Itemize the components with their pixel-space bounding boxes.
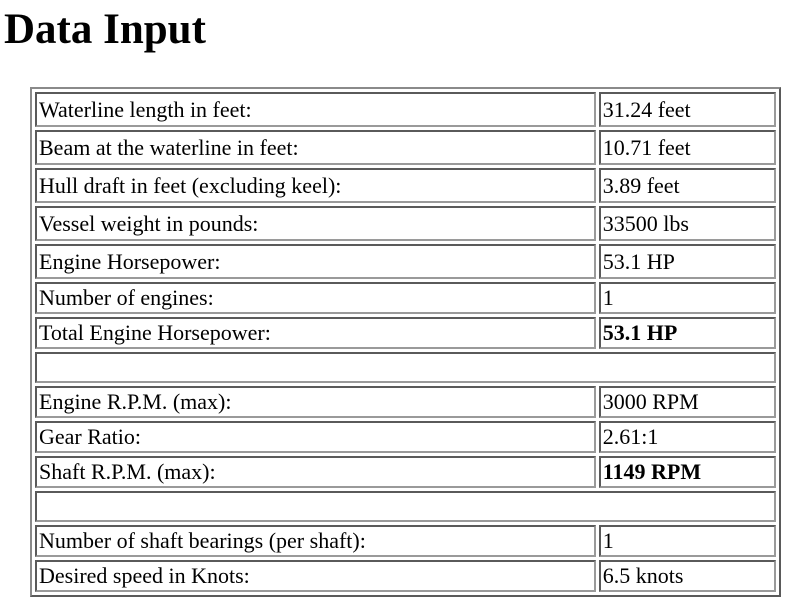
table-row (35, 421, 776, 453)
total-horsepower-label: Total Engine Horsepower: (35, 317, 596, 349)
gear-ratio-value: 2.61:1 (599, 421, 776, 453)
data-input-table (30, 87, 781, 597)
beam-label: Beam at the waterline in feet: (35, 130, 596, 165)
spacer-cell (35, 352, 776, 383)
shaft-rpm-value: 1149 RPM (599, 456, 776, 488)
vessel-weight-label: Vessel weight in pounds: (35, 206, 596, 241)
spacer-row (35, 491, 776, 522)
engine-horsepower-value: 53.1 HP (599, 244, 776, 279)
table-row (35, 525, 776, 557)
table-row (35, 386, 776, 418)
waterline-length-label: Waterline length in feet: (35, 92, 596, 127)
table-row (35, 317, 776, 349)
table-row (35, 168, 776, 203)
gear-ratio-label: Gear Ratio: (35, 421, 596, 453)
shaft-rpm-label: Shaft R.P.M. (max): (35, 456, 596, 488)
desired-speed-value: 6.5 knots (599, 560, 776, 592)
number-of-engines-value: 1 (599, 282, 776, 314)
total-horsepower-value: 53.1 HP (599, 317, 776, 349)
spacer-row (35, 352, 776, 383)
shaft-bearings-value: 1 (599, 525, 776, 557)
engine-rpm-label: Engine R.P.M. (max): (35, 386, 596, 418)
table-row (35, 92, 776, 127)
shaft-bearings-label: Number of shaft bearings (per shaft): (35, 525, 596, 557)
hull-draft-label: Hull draft in feet (excluding keel): (35, 168, 596, 203)
table-row (35, 206, 776, 241)
table-row (35, 244, 776, 279)
table-row (35, 130, 776, 165)
vessel-weight-value: 33500 lbs (599, 206, 776, 241)
number-of-engines-label: Number of engines: (35, 282, 596, 314)
table-row (35, 560, 776, 592)
hull-draft-value: 3.89 feet (599, 168, 776, 203)
table-row (35, 282, 776, 314)
page-title: Data Input (4, 6, 206, 53)
engine-horsepower-label: Engine Horsepower: (35, 244, 596, 279)
table-row (35, 456, 776, 488)
engine-rpm-value: 3000 RPM (599, 386, 776, 418)
waterline-length-value: 31.24 feet (599, 92, 776, 127)
desired-speed-label: Desired speed in Knots: (35, 560, 596, 592)
beam-value: 10.71 feet (599, 130, 776, 165)
spacer-cell (35, 491, 776, 522)
